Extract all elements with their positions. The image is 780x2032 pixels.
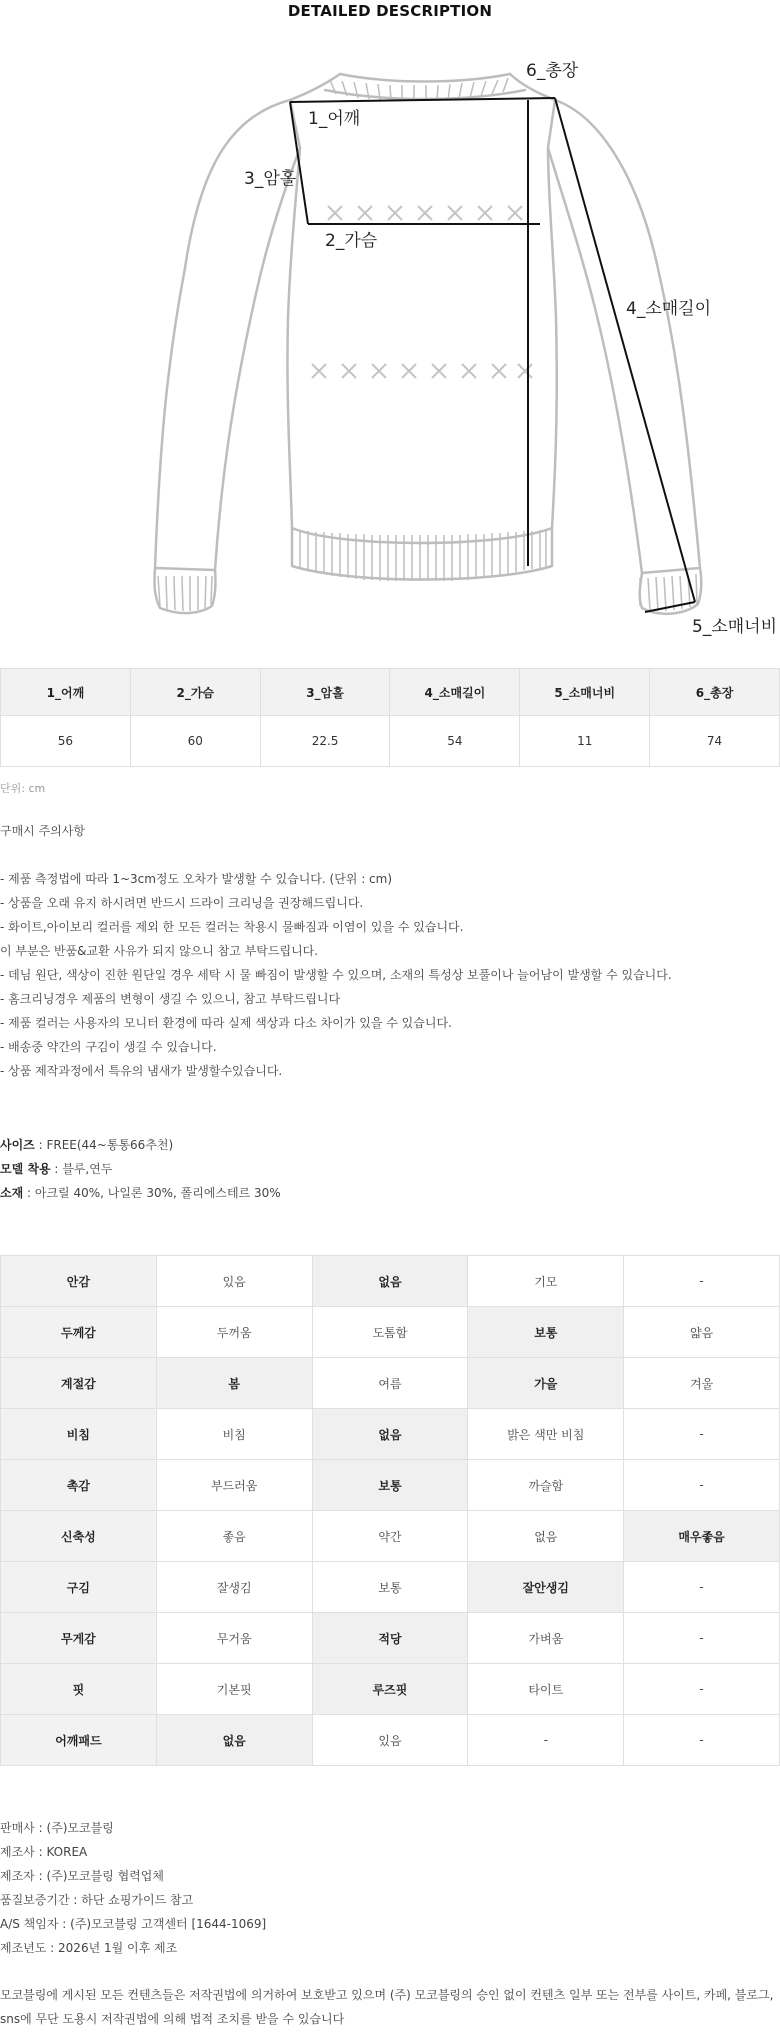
- attribute-option-selected: 가을: [468, 1358, 624, 1409]
- attribute-option-selected: 없음: [312, 1256, 468, 1307]
- size-table-header-row: [1, 669, 780, 716]
- notice-item: - 배송중 약간의 구김이 생길 수 있습니다.: [0, 1040, 217, 1054]
- notice-item: - 데님 원단, 색상이 진한 원단일 경우 세탁 시 물 빠짐이 발생할 수 있으며, 소재의 특성상 보풀이나 늘어남이 발생할 수 있습니다.: [0, 968, 672, 982]
- attribute-option: 약간: [312, 1511, 468, 1562]
- notice-list: [0, 867, 672, 1083]
- info-year: 제조년도 : 2026년 1월 이후 제조: [0, 1941, 178, 1955]
- attribute-option-selected: 적당: [312, 1613, 468, 1664]
- info-warranty: 품질보증기간 : 하단 쇼핑가이드 참고: [0, 1893, 194, 1907]
- attribute-name: 안감: [1, 1256, 157, 1307]
- attribute-option: 까슬함: [468, 1460, 624, 1511]
- attribute-option: 도톰함: [312, 1307, 468, 1358]
- size-table: [0, 668, 780, 767]
- attribute-row: [1, 1511, 780, 1562]
- attribute-option: 여름: [312, 1358, 468, 1409]
- info-seller: 판매사 : (주)모코블링: [0, 1821, 114, 1835]
- attribute-row: [1, 1409, 780, 1460]
- attribute-option-selected: 없음: [156, 1715, 312, 1766]
- attribute-option: 얇음: [624, 1307, 780, 1358]
- notice-item: - 제품 측정법에 따라 1~3cm정도 오차가 발생할 수 있습니다. (단위 : cm): [0, 872, 393, 886]
- attribute-name: 두께감: [1, 1307, 157, 1358]
- label-shoulder: 1_어깨: [308, 109, 361, 129]
- attribute-option: 무거움: [156, 1613, 312, 1664]
- label-chest: 2_가슴: [325, 231, 378, 251]
- notice-item: - 상품 제작과정에서 특유의 냄새가 발생할수있습니다.: [0, 1064, 283, 1078]
- attribute-option: 보통: [312, 1562, 468, 1613]
- attribute-option: 가벼움: [468, 1613, 624, 1664]
- size-header-cell: 3_암홀: [260, 669, 390, 716]
- attribute-name: 비침: [1, 1409, 157, 1460]
- label-sleeve-width: 5_소매너비: [692, 617, 778, 637]
- product-info-list: [0, 1816, 266, 1960]
- spec-label: 소재: [0, 1186, 24, 1200]
- attribute-option: 있음: [156, 1256, 312, 1307]
- attribute-option: 없음: [468, 1511, 624, 1562]
- copyright-notice: 모코블링에 게시된 모든 컨텐츠들은 저작권법에 의거하여 보호받고 있으며 (주) 모코블링의 승인 없이 컨텐츠 일부 또는 전부를 사이트, 카페, 블로그, sns에 무단 도용시 저작권법에 의해 법적 조치를 받을 수 있습니다: [0, 1988, 774, 2026]
- attribute-option: 기본핏: [156, 1664, 312, 1715]
- attribute-row: [1, 1307, 780, 1358]
- spec-size: [0, 1133, 281, 1157]
- attribute-option-selected: 없음: [312, 1409, 468, 1460]
- size-value-cell: 22.5: [260, 716, 390, 767]
- info-maker: 제조자 : (주)모코블링 협력업체: [0, 1869, 164, 1883]
- spec-material: [0, 1181, 281, 1205]
- attribute-option: -: [624, 1613, 780, 1664]
- attribute-table: [0, 1255, 780, 1766]
- size-header-cell: 2_가슴: [130, 669, 260, 716]
- size-value-cell: 74: [650, 716, 780, 767]
- spec-value: : 블루,연두: [50, 1162, 113, 1176]
- attribute-row: [1, 1664, 780, 1715]
- attribute-option: 밝은 색만 비침: [468, 1409, 624, 1460]
- spec-list: [0, 1133, 281, 1205]
- attribute-option-selected: 보통: [468, 1307, 624, 1358]
- attribute-name: 핏: [1, 1664, 157, 1715]
- spec-model: [0, 1157, 281, 1181]
- attribute-row: [1, 1358, 780, 1409]
- size-value-cell: 11: [520, 716, 650, 767]
- spec-label: 모델 착용: [0, 1162, 51, 1176]
- attribute-option-selected: 보통: [312, 1460, 468, 1511]
- attribute-option: -: [624, 1460, 780, 1511]
- attribute-option-selected: 매우좋음: [624, 1511, 780, 1562]
- size-value-cell: 60: [130, 716, 260, 767]
- label-total-length: 6_총장: [526, 61, 579, 81]
- attribute-option: 잘생김: [156, 1562, 312, 1613]
- size-value-cell: 54: [390, 716, 520, 767]
- unit-note: 단위: cm: [0, 782, 46, 795]
- notice-item: - 제품 컬러는 사용자의 모니터 환경에 따라 실제 색상과 다소 차이가 있을 수 있습니다.: [0, 1016, 452, 1030]
- info-manufacturer: 제조사 : KOREA: [0, 1845, 88, 1859]
- attribute-name: 신축성: [1, 1511, 157, 1562]
- attribute-row: [1, 1613, 780, 1664]
- attribute-option: -: [624, 1562, 780, 1613]
- spec-label: 사이즈: [0, 1138, 35, 1152]
- size-header-cell: 5_소매너비: [520, 669, 650, 716]
- attribute-option: 좋음: [156, 1511, 312, 1562]
- attribute-name: 어깨패드: [1, 1715, 157, 1766]
- size-value-cell: 56: [1, 716, 131, 767]
- notice-item: 이 부분은 반품&교환 사유가 되지 않으니 참고 부탁드립니다.: [0, 944, 319, 958]
- attribute-option: 비침: [156, 1409, 312, 1460]
- attribute-row: [1, 1460, 780, 1511]
- attribute-option: -: [468, 1715, 624, 1766]
- attribute-option: 부드러움: [156, 1460, 312, 1511]
- attribute-option: -: [624, 1409, 780, 1460]
- notice-item: - 상품을 오래 유지 하시려면 반드시 드라이 크리닝을 권장해드립니다.: [0, 896, 364, 910]
- attribute-option: 기모: [468, 1256, 624, 1307]
- attribute-option: -: [624, 1715, 780, 1766]
- notice-item: - 화이트,아이보리 컬러를 제외 한 모든 컬러는 착용시 물빠짐과 이염이 있을 수 있습니다.: [0, 920, 464, 934]
- label-armhole: 3_암홀: [244, 169, 297, 189]
- info-as-contact: A/S 책임자 : (주)모코블링 고객센터 [1644-1069]: [0, 1917, 267, 1931]
- attribute-option-selected: 봄: [156, 1358, 312, 1409]
- notice-title: 구매시 주의사항: [0, 824, 85, 838]
- size-header-cell: 1_어깨: [1, 669, 131, 716]
- armhole-line: [290, 102, 308, 224]
- attribute-option: 있음: [312, 1715, 468, 1766]
- size-header-cell: 4_소매길이: [390, 669, 520, 716]
- notice-item: - 홈크리닝경우 제품의 변형이 생길 수 있으니, 참고 부탁드립니다: [0, 992, 341, 1006]
- attribute-row: [1, 1256, 780, 1307]
- size-header-cell: 6_총장: [650, 669, 780, 716]
- attribute-option: 타이트: [468, 1664, 624, 1715]
- attribute-option-selected: 잘안생김: [468, 1562, 624, 1613]
- sweater-measurement-diagram: [0, 28, 780, 640]
- attribute-option-selected: 루즈핏: [312, 1664, 468, 1715]
- attribute-name: 무게감: [1, 1613, 157, 1664]
- label-sleeve-length: 4_소매길이: [626, 299, 712, 319]
- attribute-name: 계절감: [1, 1358, 157, 1409]
- page-title: DETAILED DESCRIPTION: [287, 2, 493, 20]
- attribute-option: 겨울: [624, 1358, 780, 1409]
- attribute-option: -: [624, 1256, 780, 1307]
- spec-value: : 아크릴 40%, 나일론 30%, 폴리에스테르 30%: [23, 1186, 281, 1200]
- size-table-value-row: [1, 716, 780, 767]
- attribute-name: 촉감: [1, 1460, 157, 1511]
- attribute-row: [1, 1562, 780, 1613]
- attribute-name: 구김: [1, 1562, 157, 1613]
- attribute-option: 두꺼움: [156, 1307, 312, 1358]
- attribute-option: -: [624, 1664, 780, 1715]
- attribute-row: [1, 1715, 780, 1766]
- spec-value: : FREE(44~통통66추천): [34, 1138, 174, 1152]
